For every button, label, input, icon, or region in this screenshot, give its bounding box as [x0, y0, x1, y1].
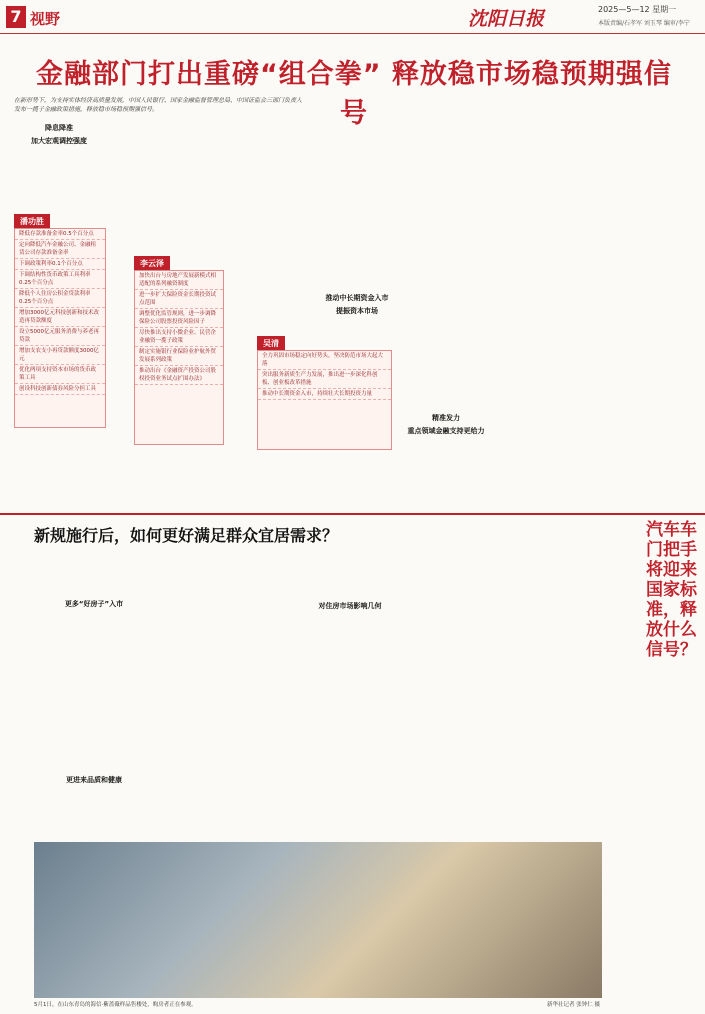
- newspaper-logo: 沈阳日报: [468, 8, 545, 30]
- subhead-3b: 重点领域金融支持更给力: [407, 427, 485, 435]
- box1-item: 创设科技创新债券风险分担工具: [15, 384, 105, 395]
- box3: [257, 350, 392, 450]
- box1-item: 设立5000亿元服务消费与养老再贷款: [15, 327, 105, 346]
- news-photo: [34, 842, 602, 998]
- article2-subhead-1: 更多“好房子”入市: [64, 600, 124, 608]
- article2-sub1-wrap: [34, 596, 154, 610]
- box1: [14, 228, 106, 428]
- box2-title: 李云泽: [134, 256, 170, 271]
- subhead-2b: 提振资本市场: [336, 307, 378, 315]
- box3-item: 突出服务新质生产力发展，推出进一步深化科创板、创业板改革措施: [258, 370, 391, 389]
- section-title: 视野: [30, 10, 61, 28]
- box2-item: 推动出台《金融资产投资公司股权投资业务试点扩围办法》: [135, 366, 223, 385]
- article2-sub2-wrap: [290, 598, 410, 612]
- box3-item: 全力巩固市场稳定向好势头，坚决防范市场大起大落: [258, 351, 391, 370]
- section-divider: [0, 513, 705, 515]
- article1-col1: [14, 120, 104, 220]
- box3-title: 吴清: [257, 336, 285, 351]
- box3-item: 推动中长期资金入市，持续壮大长期投资力量: [258, 389, 391, 400]
- box1-item: 降低存款准备金率0.5个百分点: [15, 229, 105, 240]
- issue-date: 2025—5—12 星期一: [598, 5, 677, 14]
- box2-item: 尽快推出支持小微企业、民营企业融资一揽子政策: [135, 328, 223, 347]
- article2-sub3-wrap: [34, 772, 154, 786]
- photo-caption: 5月1日，在山东青岛的海信·紫蔷薇样品售楼处，购房者正在参观。: [34, 1002, 197, 1008]
- subhead-3: 精准发力: [432, 414, 460, 422]
- box1-item: 下调政策利率0.1个百分点: [15, 259, 105, 270]
- box1-item: 下调结构性货币政策工具利率0.25个百分点: [15, 270, 105, 289]
- box1-item: 增加3000亿元科技创新和技术改造再贷款额度: [15, 308, 105, 327]
- box2-item: 进一步扩大保险资金长期投资试点范围: [135, 290, 223, 309]
- page-number: 7: [6, 6, 26, 28]
- main-lead: 在新形势下，为支持实体经济高质量发展，中国人民银行、国家金融监督管理总局、中国证监会三部门负责人发布一揽子金融政策措施，释放稳市场稳预期强信号。: [14, 97, 303, 113]
- box1-item: 优化两项支持资本市场的货币政策工具: [15, 365, 105, 384]
- box2: [134, 270, 224, 445]
- subhead-1: 降息降准: [45, 124, 73, 132]
- subhead-2: 推动中长期资金入市: [325, 294, 389, 302]
- box2-item: 加快出台与房地产发展新模式相适配的系列融资制度: [135, 271, 223, 290]
- photo-credit: 新华社记者 张钟仁 摄: [547, 1002, 600, 1008]
- box1-item: 定向降低汽车金融公司、金融租赁公司存款准备金率: [15, 240, 105, 259]
- box2-item: 调整优化监管规则，进一步调降保险公司股票投资风险因子: [135, 309, 223, 328]
- article2-subhead-3: 更进来品质和健康: [66, 776, 122, 784]
- article3-headline: 汽车车门把手将迎来国家标准，释放什么信号？: [646, 520, 697, 660]
- editor-credits: 本版责编/石孝军 刘玉琴 编审/李宁: [598, 20, 690, 27]
- article2-headline: 新规施行后，如何更好满足群众宜居需求？: [34, 526, 339, 545]
- box2-item: 制定实施银行业保险业护航外贸发展系列政策: [135, 347, 223, 366]
- main-headline: 金融部门打出重磅“组合拳” 释放稳市场稳预期强信号: [36, 59, 672, 129]
- article1-sub2-wrap: [312, 290, 402, 320]
- subhead-1b: 加大宏观调控强度: [31, 137, 87, 145]
- article2-subhead-2: 对住房市场影响几何: [318, 602, 382, 610]
- box1-item: 降低个人住房公积金贷款利率0.25个百分点: [15, 289, 105, 308]
- masthead: [0, 0, 705, 34]
- article1-sub3-wrap: [396, 410, 496, 440]
- box1-item: 增加支农支小再贷款额度3000亿元: [15, 346, 105, 365]
- box1-title: 潘功胜: [14, 214, 50, 229]
